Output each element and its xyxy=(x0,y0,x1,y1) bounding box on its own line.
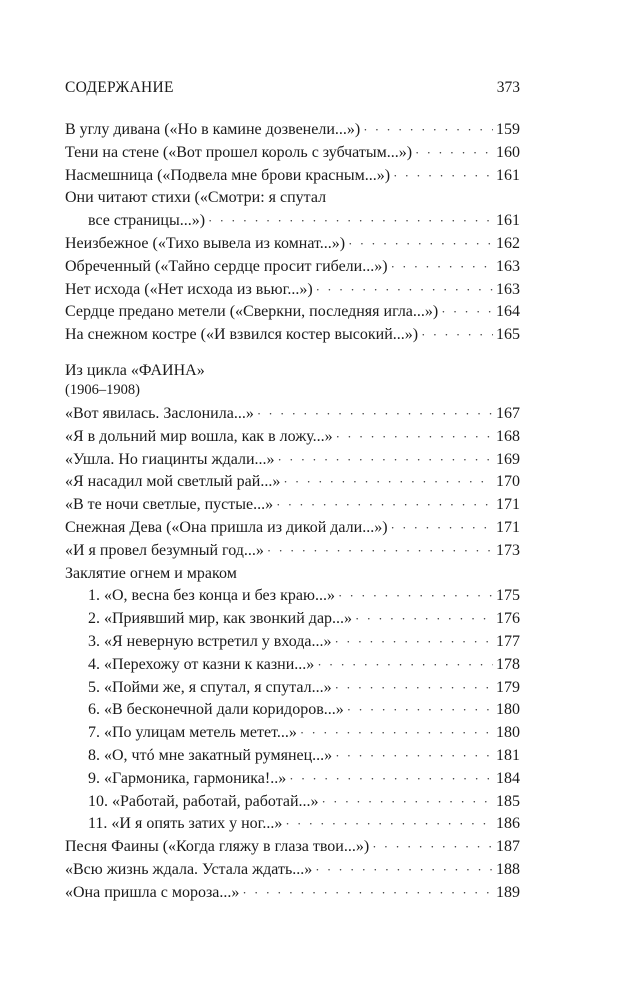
dot-leader xyxy=(393,165,493,188)
toc-entry xyxy=(65,119,520,142)
entry-page: 161 xyxy=(496,212,520,230)
entry-page: 187 xyxy=(496,838,520,856)
subentry-number: 3. xyxy=(88,632,100,650)
subentry-number: 11. xyxy=(88,815,108,833)
dot-leader xyxy=(363,119,493,142)
subentry-number: 9. xyxy=(88,769,100,787)
entry-title: Нет исхода («Нет исхода из вьюг...») xyxy=(65,280,313,298)
section-heading xyxy=(65,361,520,408)
dot-leader xyxy=(267,540,493,563)
subentry-page: 181 xyxy=(496,746,520,764)
subentry-page: 180 xyxy=(496,701,520,719)
subentry-number: 6. xyxy=(88,701,100,719)
dot-leader xyxy=(391,256,493,279)
entry-title: Снежная Дева («Она пришла из дикой дали...») xyxy=(65,518,388,536)
toc-subentry xyxy=(65,722,520,745)
dot-leader xyxy=(335,677,493,700)
entry-page: 163 xyxy=(496,280,520,298)
toc-subentry xyxy=(65,768,520,791)
dot-leader xyxy=(316,279,493,302)
subentry-title: «Я неверную встретил у входа...» xyxy=(104,632,332,650)
toc-entry xyxy=(65,301,520,324)
toc-entry xyxy=(65,859,520,882)
entry-title: На снежном костре («И взвился костер высокий...») xyxy=(65,326,419,344)
subentry-page: 178 xyxy=(496,655,520,673)
subentry-number: 4. xyxy=(88,655,100,673)
toc-block-2 xyxy=(65,403,520,905)
toc-entry xyxy=(65,836,520,859)
toc-entry xyxy=(65,449,520,472)
dot-leader xyxy=(208,210,493,233)
subentry-title: «По улицам метель метет...» xyxy=(104,724,297,742)
toc-entry-first-line: Они читают стихи («Смотри: я спутал xyxy=(65,189,327,207)
dot-leader xyxy=(348,233,493,256)
subentry-number: 1. xyxy=(88,587,100,605)
entry-title: «Я в дольний мир вошла, как в ложу...» xyxy=(65,427,333,445)
entry-page: 169 xyxy=(496,450,520,468)
dot-leader xyxy=(285,813,493,836)
entry-page: 171 xyxy=(496,518,520,536)
entry-title: «Вот явилась. Заслонила...» xyxy=(65,405,254,422)
dot-leader xyxy=(415,142,493,165)
subentry-number: 10. xyxy=(88,792,108,810)
entry-title: «Я насадил мой светлый рай...» xyxy=(65,473,281,491)
dot-leader xyxy=(391,517,493,540)
dot-leader xyxy=(317,654,493,677)
entry-title: Сердце предано метели («Сверкни, последняя игла...») xyxy=(65,303,439,321)
dot-leader xyxy=(257,403,493,426)
subentry-page: 185 xyxy=(496,792,520,810)
entry-page: 162 xyxy=(496,234,520,252)
entry-page: 188 xyxy=(496,860,520,878)
dot-leader xyxy=(300,722,493,745)
entry-page: 167 xyxy=(496,405,520,422)
toc-entry xyxy=(65,142,520,165)
toc-subentry xyxy=(65,699,520,722)
subentry-title: «О, весна без конца и без краю...» xyxy=(104,587,335,605)
subentry-title: «И я опять затих у ног...» xyxy=(111,815,283,833)
subentry-page: 179 xyxy=(496,678,520,696)
entry-title: «И я провел безумный год...» xyxy=(65,541,264,559)
dot-leader xyxy=(322,791,493,814)
dot-leader xyxy=(335,745,493,768)
entry-page: 161 xyxy=(496,166,520,184)
toc-block-1 xyxy=(65,119,520,347)
toc-entry xyxy=(65,279,520,302)
subentry-title: «В бесконечной дали коридоров...» xyxy=(104,701,344,719)
subentry-page: 176 xyxy=(496,610,520,628)
toc-entry xyxy=(65,882,520,905)
subentry-number: 7. xyxy=(88,724,100,742)
dot-leader xyxy=(355,608,493,631)
toc-subentry xyxy=(65,608,520,631)
entry-title: Насмешница («Подвела мне брови красным...») xyxy=(65,166,391,184)
dot-leader xyxy=(242,882,493,905)
dot-leader xyxy=(347,699,493,722)
toc-subentry xyxy=(65,791,520,814)
header-title: СОДЕРЖАНИЕ xyxy=(65,79,174,96)
dot-leader xyxy=(315,859,493,882)
toc-entry xyxy=(65,426,520,449)
entry-page: 170 xyxy=(496,473,520,491)
entry-title: Обреченный («Тайно сердце просит гибели...») xyxy=(65,257,388,275)
header-page-number: 373 xyxy=(496,79,520,96)
entry-title: В углу дивана («Но в камине дозвенели...») xyxy=(65,121,361,138)
dot-leader xyxy=(441,301,493,324)
section-years: (1906–1908) xyxy=(65,382,140,398)
subentry-number: 8. xyxy=(88,746,100,764)
toc-subentry xyxy=(65,585,520,608)
toc-entry xyxy=(65,403,520,426)
toc-entry xyxy=(65,165,520,188)
toc-entry xyxy=(65,233,520,256)
toc-group-title: Заклятие огнем и мраком xyxy=(65,564,237,582)
toc-subentry xyxy=(65,677,520,700)
subentry-page: 186 xyxy=(496,815,520,833)
dot-leader xyxy=(276,494,493,517)
entry-page: 160 xyxy=(496,143,520,161)
toc-entry xyxy=(65,256,520,279)
toc-entry xyxy=(65,494,520,517)
entry-title: «Всю жизнь ждала. Устала ждать...» xyxy=(65,860,313,878)
toc-subentry xyxy=(65,654,520,677)
dot-leader xyxy=(278,449,493,472)
toc-entry xyxy=(65,540,520,563)
subentry-title: «Приявший мир, как звонкий дар...» xyxy=(104,610,353,628)
dot-leader xyxy=(372,836,493,859)
subentry-title: «Работай, работай, работай...» xyxy=(112,792,319,810)
subentry-title: «Перехожу от казни к казни...» xyxy=(104,655,315,673)
subentry-page: 184 xyxy=(496,769,520,787)
subentry-number: 2. xyxy=(88,610,100,628)
entry-page: 163 xyxy=(496,257,520,275)
entry-page: 171 xyxy=(496,496,520,514)
entry-title: «Она пришла с мороза...» xyxy=(65,883,240,901)
toc-entry-continuation xyxy=(65,210,520,233)
entry-title: «Ушла. Но гиацинты ждали...» xyxy=(65,450,275,468)
entry-page: 164 xyxy=(496,303,520,321)
entry-page: 168 xyxy=(496,427,520,445)
entry-page: 173 xyxy=(496,541,520,559)
running-header xyxy=(65,76,520,100)
subentry-page: 180 xyxy=(496,724,520,742)
subentry-title: «О, чтó мне закатный румянец...» xyxy=(104,746,333,764)
toc-subentry xyxy=(65,631,520,654)
dot-leader xyxy=(335,631,493,654)
entry-title: Тени на стене («Вот прошел король с зубчатым...») xyxy=(65,143,413,161)
entry-title: все страницы...») xyxy=(88,212,206,230)
dot-leader xyxy=(289,768,493,791)
entry-page: 165 xyxy=(496,326,520,344)
section-title: Из цикла «ФАИНА» xyxy=(65,362,205,379)
entry-page: 189 xyxy=(496,883,520,901)
entry-title: Песня Фаины («Когда гляжу в глаза твои...») xyxy=(65,838,370,856)
dot-leader xyxy=(338,585,493,608)
toc-subentry xyxy=(65,745,520,768)
dot-leader xyxy=(421,324,493,347)
toc-subentry xyxy=(65,813,520,836)
subentry-title: «Гармоника, гармоника!..» xyxy=(104,769,287,787)
subentry-page: 177 xyxy=(496,632,520,650)
subentry-title: «Пойми же, я спутал, я спутал...» xyxy=(104,678,332,696)
subentry-page: 175 xyxy=(496,587,520,605)
dot-leader xyxy=(336,426,493,449)
dot-leader xyxy=(283,471,493,494)
entry-title: «В те ночи светлые, пустые...» xyxy=(65,496,274,514)
toc-entry xyxy=(65,517,520,540)
entry-page: 159 xyxy=(496,121,520,138)
toc-entry xyxy=(65,471,520,494)
subentry-number: 5. xyxy=(88,678,100,696)
toc-entry xyxy=(65,324,520,347)
entry-title: Неизбежное («Тихо вывела из комнат...») xyxy=(65,234,346,252)
